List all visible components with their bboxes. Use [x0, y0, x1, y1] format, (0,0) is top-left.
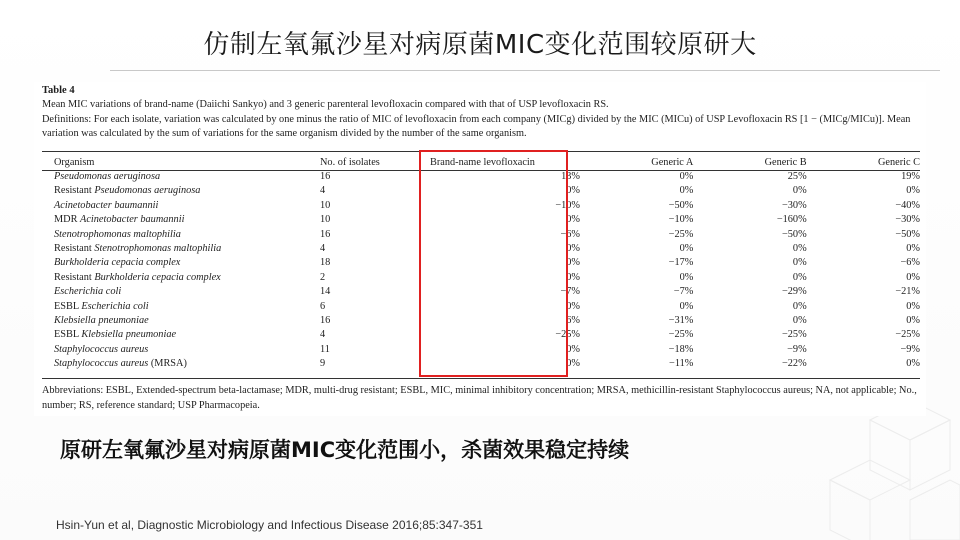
cell-generic-c: −40% [895, 199, 920, 211]
cell-generic-c: 0% [906, 358, 920, 370]
cell-generic-b: −30% [781, 199, 807, 211]
table-bottom-rule [42, 378, 920, 379]
cell-organism: Resistant Pseudomonas aeruginosa [54, 185, 201, 197]
cell-brand: −10% [555, 199, 580, 211]
cell-isolates: 10 [320, 214, 331, 226]
cell-generic-b: 25% [787, 171, 807, 182]
cell-organism: Stenotrophomonas maltophilia [54, 228, 181, 240]
cell-generic-a: −7% [673, 286, 694, 298]
cell-organism: MDR Acinetobacter baumannii [54, 214, 185, 226]
cell-generic-a: −18% [668, 343, 694, 355]
cell-brand: 0% [566, 343, 580, 355]
header-generic-a: Generic A [651, 156, 694, 168]
cell-generic-b: −50% [781, 228, 807, 240]
slide-subtitle: 原研左氧氟沙星对病原菌MIC变化范围小，杀菌效果稳定持续 [60, 438, 630, 462]
cell-generic-a: −11% [669, 358, 694, 370]
cell-generic-b: 0% [792, 300, 807, 312]
cell-isolates: 10 [320, 199, 331, 211]
cell-isolates: 4 [320, 243, 326, 255]
header-generic-b: Generic B [764, 156, 807, 168]
cell-brand: −6% [560, 228, 580, 240]
cell-generic-c: −25% [895, 329, 920, 341]
cell-generic-b: −9% [787, 343, 807, 355]
cell-organism: Burkholderia cepacia complex [54, 257, 181, 269]
cell-isolates: 16 [320, 315, 331, 327]
cell-generic-a: 0% [679, 171, 694, 182]
cell-brand: 0% [566, 271, 580, 283]
slide-title: 仿制左氧氟沙星对病原菌MIC变化范围较原研大 [203, 30, 757, 60]
cell-organism: Escherichia coli [54, 286, 122, 298]
cell-organism: Klebsiella pneumoniae [54, 315, 149, 327]
cell-generic-b: −22% [781, 358, 807, 370]
cell-isolates: 11 [320, 343, 330, 355]
cell-generic-c: −6% [900, 257, 920, 269]
title-divider [110, 70, 940, 71]
cell-generic-a: −50% [668, 199, 694, 211]
cell-organism: Resistant Burkholderia cepacia complex [54, 271, 221, 283]
cell-isolates: 4 [320, 329, 326, 341]
cell-isolates: 14 [320, 286, 331, 298]
cell-generic-a: −10% [668, 214, 694, 226]
cell-generic-c: 19% [901, 171, 920, 182]
cell-generic-a: 0% [679, 243, 694, 255]
table-definitions: Definitions: For each isolate, variation was calculated by one minus the ratio of MIC of levofloxacin from each company (MICg) divided by the MIC (MICu) of USP Levofloxacin RS [1 − (MICg/MICu)]. Mean variation was calculated by the sum of variations for the same organism divided by the number of the same organism. [42, 114, 911, 139]
cell-generic-c: −21% [895, 286, 920, 298]
cell-brand: 0% [566, 214, 580, 226]
cell-isolates: 9 [320, 358, 326, 370]
cell-generic-c: −50% [895, 228, 920, 240]
cell-generic-c: 0% [906, 271, 920, 283]
cell-generic-c: 0% [906, 185, 920, 197]
header-generic-c: Generic C [877, 156, 920, 168]
cell-generic-a: −25% [668, 329, 694, 341]
citation: Hsin-Yun et al, Diagnostic Microbiology and Infectious Disease 2016;85:347-351 [56, 518, 483, 532]
cell-generic-a: −25% [668, 228, 694, 240]
cell-generic-c: 0% [906, 243, 920, 255]
cell-organism: Staphylococcus aureus [54, 343, 149, 355]
table-caption: Mean MIC variations of brand-name (Daiichi Sankyo) and 3 generic parenteral levofloxacin compared with that of USP levofloxacin RS. [42, 99, 609, 110]
cell-isolates: 16 [320, 228, 331, 240]
cell-isolates: 16 [320, 171, 331, 182]
cell-generic-c: −9% [900, 343, 920, 355]
cell-generic-a: −31% [668, 315, 694, 327]
cell-isolates: 4 [320, 185, 326, 197]
cell-brand: −25% [555, 329, 580, 341]
cell-generic-b: −160% [776, 214, 807, 226]
cell-generic-b: 0% [792, 271, 807, 283]
brand-column-highlight-box [419, 150, 568, 377]
cell-brand: 0% [566, 300, 580, 312]
cell-generic-b: −25% [781, 329, 807, 341]
cell-organism: ESBL Klebsiella pneumoniae [54, 329, 177, 341]
cell-organism: Staphylococcus aureus (MRSA) [54, 358, 187, 370]
cell-generic-a: 0% [679, 185, 694, 197]
cell-brand: −7% [560, 286, 580, 298]
cell-isolates: 2 [320, 271, 326, 283]
cell-generic-b: 0% [792, 185, 807, 197]
cell-brand: 0% [566, 185, 580, 197]
cell-generic-b: −29% [781, 286, 807, 298]
cell-brand: 0% [566, 257, 580, 269]
table-abbreviations: Abbreviations: ESBL, Extended-spectrum beta-lactamase; MDR, multi-drug resistant; ESBL, MIC, minimal inhibitory concentration; MRSA, methicillin-resistant Staphylococcus aureus; NA, not applicable; No., number; RS, reference standard; USP Pharmacopeia. [42, 385, 917, 411]
table-label: Table 4 [42, 85, 75, 96]
cell-generic-a: 0% [679, 271, 694, 283]
cell-brand: 0% [566, 358, 580, 370]
cell-organism: Acinetobacter baumannii [54, 199, 159, 211]
header-organism: Organism [54, 156, 95, 168]
cell-generic-b: 0% [792, 315, 807, 327]
cell-organism: ESBL Escherichia coli [54, 300, 149, 312]
cell-generic-c: 0% [906, 300, 920, 312]
cell-generic-c: −30% [895, 214, 920, 226]
cell-generic-b: 0% [792, 243, 807, 255]
cell-organism: Resistant Stenotrophomonas maltophilia [54, 243, 222, 255]
cell-brand: 13% [561, 171, 580, 182]
header-isolates: No. of isolates [320, 156, 380, 168]
cell-isolates: 18 [320, 257, 331, 269]
cell-generic-a: 0% [679, 300, 694, 312]
cell-isolates: 6 [320, 300, 326, 312]
cell-generic-c: 0% [906, 315, 920, 327]
cell-brand: 0% [566, 243, 580, 255]
header-brand: Brand-name levofloxacin [430, 156, 535, 168]
cell-organism: Pseudomonas aeruginosa [54, 171, 161, 182]
cell-generic-b: 0% [792, 257, 807, 269]
cell-brand: 6% [566, 315, 580, 327]
cell-generic-a: −17% [668, 257, 694, 269]
